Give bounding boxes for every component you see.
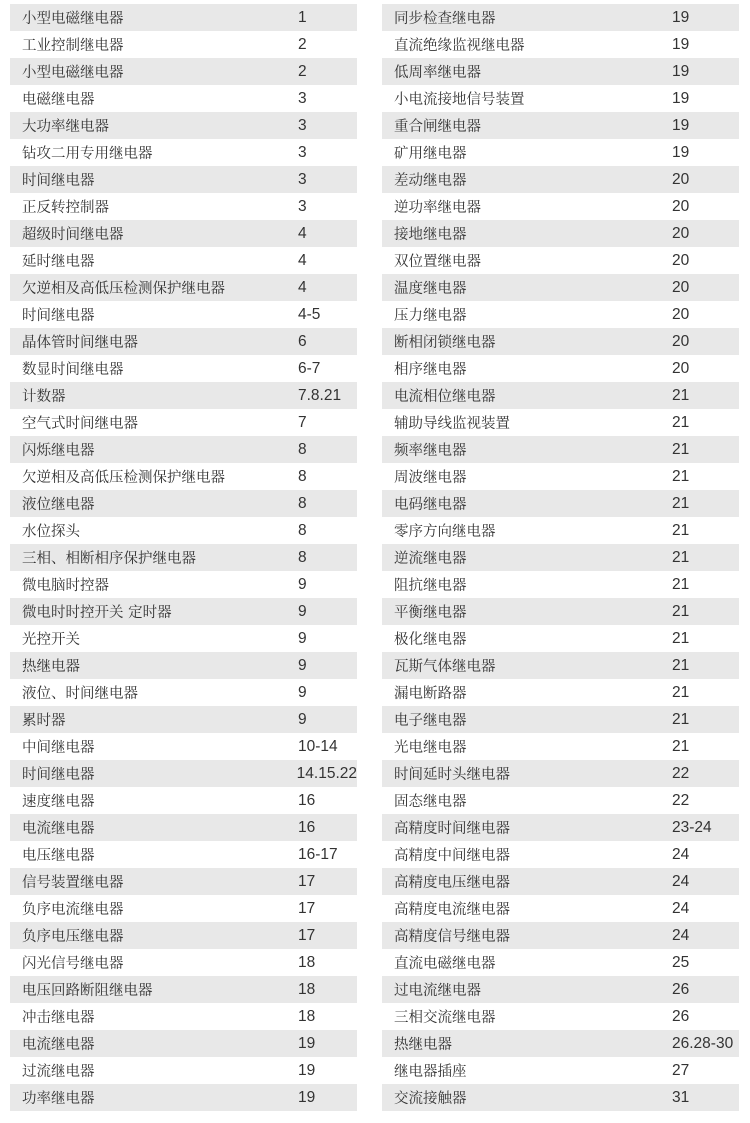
table-row	[382, 814, 739, 841]
page-number: 18	[298, 980, 316, 998]
table-row	[10, 112, 357, 139]
product-name: 电码继电器	[394, 497, 467, 513]
product-name: 工业控制继电器	[22, 38, 124, 54]
table-row	[10, 31, 357, 58]
page-number: 22	[672, 764, 690, 782]
table-row	[382, 139, 739, 166]
table-row	[382, 895, 739, 922]
product-name: 接地继电器	[394, 227, 467, 243]
table-row	[382, 490, 739, 517]
page-number: 3	[298, 170, 307, 188]
table-row	[382, 706, 739, 733]
table-row	[382, 1003, 739, 1030]
catalog-table-right	[382, 4, 739, 1111]
table-row	[382, 598, 739, 625]
product-name: 直流电磁继电器	[394, 956, 496, 972]
product-name: 功率继电器	[22, 1091, 95, 1107]
page-number: 19	[672, 143, 690, 161]
product-name: 水位探头	[22, 524, 80, 540]
product-name: 三相交流继电器	[394, 1010, 496, 1026]
table-row	[382, 328, 739, 355]
product-name: 高精度电压继电器	[394, 875, 510, 891]
page-number: 20	[672, 197, 690, 215]
product-name: 重合闸继电器	[394, 119, 481, 135]
table-row	[10, 1030, 357, 1057]
page-number: 21	[672, 494, 690, 512]
product-name: 电流继电器	[22, 1037, 95, 1053]
page-number: 26	[672, 980, 690, 998]
table-row	[382, 382, 739, 409]
table-row	[382, 949, 739, 976]
table-row	[382, 301, 739, 328]
page-number: 20	[672, 224, 690, 242]
product-name: 微电脑时控器	[22, 578, 109, 594]
table-row	[10, 841, 357, 868]
product-name: 瓦斯气体继电器	[394, 659, 496, 675]
page-number: 7	[298, 413, 307, 431]
table-row	[382, 760, 739, 787]
table-row	[382, 544, 739, 571]
table-row	[10, 58, 357, 85]
page-number: 21	[672, 710, 690, 728]
page-number: 21	[672, 440, 690, 458]
page-number: 19	[298, 1061, 316, 1079]
table-row	[10, 328, 357, 355]
table-row	[10, 814, 357, 841]
product-name: 热继电器	[394, 1037, 452, 1053]
table-row	[10, 463, 357, 490]
table-row	[10, 544, 357, 571]
page-number: 19	[672, 35, 690, 53]
product-name: 钻攻二用专用继电器	[22, 146, 153, 162]
table-row	[382, 4, 739, 31]
page-number: 9	[298, 575, 307, 593]
table-row	[382, 220, 739, 247]
page-number: 26.28-30	[672, 1034, 734, 1052]
page-number: 25	[672, 953, 690, 971]
product-name: 频率继电器	[394, 443, 467, 459]
product-name: 小型电磁继电器	[22, 11, 124, 27]
product-name: 高精度时间继电器	[394, 821, 510, 837]
page-number: 3	[298, 143, 307, 161]
page-number: 8	[298, 467, 307, 485]
product-name: 电压继电器	[22, 848, 95, 864]
table-row	[382, 517, 739, 544]
table-row	[10, 652, 357, 679]
table-row	[10, 490, 357, 517]
table-row	[382, 463, 739, 490]
product-name: 周波继电器	[394, 470, 467, 486]
page-number: 9	[298, 602, 307, 620]
product-name: 小电流接地信号装置	[394, 92, 525, 108]
product-name: 电子继电器	[394, 713, 467, 729]
page-number: 21	[672, 656, 690, 674]
page-number: 2	[298, 62, 307, 80]
product-name: 电流相位继电器	[394, 389, 496, 405]
table-row	[382, 193, 739, 220]
page-number: 3	[298, 89, 307, 107]
product-name: 极化继电器	[394, 632, 467, 648]
product-name: 温度继电器	[394, 281, 467, 297]
table-row	[10, 598, 357, 625]
product-name: 速度继电器	[22, 794, 95, 810]
table-row	[382, 1057, 739, 1084]
table-row	[10, 85, 357, 112]
table-row	[10, 868, 357, 895]
product-name: 交流接触器	[394, 1091, 467, 1107]
table-row	[382, 58, 739, 85]
page-number: 8	[298, 548, 307, 566]
table-row	[10, 517, 357, 544]
table-row	[10, 1084, 357, 1111]
page-number: 8	[298, 440, 307, 458]
table-row	[10, 220, 357, 247]
product-name: 大功率继电器	[22, 119, 109, 135]
catalog-table-left	[10, 4, 357, 1111]
product-name: 时间继电器	[22, 767, 95, 783]
page-number: 24	[672, 899, 690, 917]
page-number: 24	[672, 926, 690, 944]
page-number: 9	[298, 710, 307, 728]
table-row	[382, 166, 739, 193]
product-name: 平衡继电器	[394, 605, 467, 621]
product-name: 电磁继电器	[22, 92, 95, 108]
page-number: 9	[298, 683, 307, 701]
page-number: 8	[298, 521, 307, 539]
product-name: 过电流继电器	[394, 983, 481, 999]
page-number: 20	[672, 170, 690, 188]
table-row	[10, 409, 357, 436]
product-name: 正反转控制器	[22, 200, 109, 216]
page-number: 4	[298, 278, 307, 296]
product-name: 高精度信号继电器	[394, 929, 510, 945]
product-name: 空气式时间继电器	[22, 416, 138, 432]
page-number: 21	[672, 737, 690, 755]
table-row	[10, 976, 357, 1003]
table-row	[382, 625, 739, 652]
table-row	[10, 166, 357, 193]
page-number: 31	[672, 1088, 690, 1106]
product-name: 时间继电器	[22, 173, 95, 189]
product-name: 光电继电器	[394, 740, 467, 756]
product-name: 高精度电流继电器	[394, 902, 510, 918]
product-name: 漏电断路器	[394, 686, 467, 702]
page-number: 20	[672, 332, 690, 350]
page-number: 4	[298, 224, 307, 242]
page-number: 18	[298, 1007, 316, 1025]
table-row	[10, 247, 357, 274]
product-name: 延时继电器	[22, 254, 95, 270]
page-number: 17	[298, 899, 316, 917]
table-row	[382, 652, 739, 679]
table-row	[10, 436, 357, 463]
product-name: 逆流继电器	[394, 551, 467, 567]
page-number: 2	[298, 35, 307, 53]
page-number: 9	[298, 629, 307, 647]
product-name: 闪光信号继电器	[22, 956, 124, 972]
product-name: 电压回路断阻继电器	[22, 983, 153, 999]
product-name: 晶体管时间继电器	[22, 335, 138, 351]
product-name: 负序电压继电器	[22, 929, 124, 945]
table-row	[382, 409, 739, 436]
product-name: 同步检查继电器	[394, 11, 496, 27]
page-number: 7.8.21	[298, 386, 342, 404]
product-name: 差动继电器	[394, 173, 467, 189]
table-row	[10, 355, 357, 382]
page-number: 6-7	[298, 359, 321, 377]
page-number: 22	[672, 791, 690, 809]
page-number: 24	[672, 845, 690, 863]
table-row	[382, 787, 739, 814]
page-number: 3	[298, 116, 307, 134]
table-row	[10, 382, 357, 409]
table-row	[10, 922, 357, 949]
page-number: 21	[672, 575, 690, 593]
table-row	[382, 112, 739, 139]
product-name: 闪烁继电器	[22, 443, 95, 459]
page-number: 4	[298, 251, 307, 269]
page-number: 21	[672, 629, 690, 647]
product-name: 断相闭锁继电器	[394, 335, 496, 351]
product-name: 超级时间继电器	[22, 227, 124, 243]
table-row	[10, 1003, 357, 1030]
table-row	[10, 274, 357, 301]
page-number: 21	[672, 548, 690, 566]
table-row	[382, 1084, 739, 1111]
table-row	[10, 571, 357, 598]
product-name: 液位继电器	[22, 497, 95, 513]
page-number: 19	[672, 8, 690, 26]
page-number: 20	[672, 251, 690, 269]
page-number: 19	[298, 1034, 316, 1052]
table-row	[382, 976, 739, 1003]
page-number: 19	[672, 89, 690, 107]
page-number: 24	[672, 872, 690, 890]
table-row	[382, 274, 739, 301]
table-row	[382, 841, 739, 868]
product-name: 累时器	[22, 713, 66, 729]
product-name: 光控开关	[22, 632, 80, 648]
product-name: 直流绝缘监视继电器	[394, 38, 525, 54]
product-name: 冲击继电器	[22, 1010, 95, 1026]
page-number: 10-14	[298, 737, 338, 755]
product-name: 欠逆相及高低压检测保护继电器	[22, 281, 225, 297]
product-name: 零序方向继电器	[394, 524, 496, 540]
page-number: 21	[672, 683, 690, 701]
page-number: 19	[672, 62, 690, 80]
page-number: 3	[298, 197, 307, 215]
product-name: 数显时间继电器	[22, 362, 124, 378]
product-name: 继电器插座	[394, 1064, 467, 1080]
table-row	[382, 436, 739, 463]
table-row	[10, 760, 357, 787]
product-name: 相序继电器	[394, 362, 467, 378]
table-row	[382, 247, 739, 274]
table-row	[382, 571, 739, 598]
product-name: 辅助导线监视装置	[394, 416, 510, 432]
page-number: 21	[672, 602, 690, 620]
table-row	[10, 706, 357, 733]
page-number: 20	[672, 278, 690, 296]
product-name: 液位、时间继电器	[22, 686, 138, 702]
table-row	[382, 922, 739, 949]
page-number: 19	[298, 1088, 316, 1106]
table-row	[382, 733, 739, 760]
page-number: 21	[672, 521, 690, 539]
page-number: 6	[298, 332, 307, 350]
product-name: 电流继电器	[22, 821, 95, 837]
product-name: 信号装置继电器	[22, 875, 124, 891]
page-number: 14.15.22	[296, 764, 357, 782]
product-name: 固态继电器	[394, 794, 467, 810]
page-number: 16	[298, 818, 316, 836]
page-number: 26	[672, 1007, 690, 1025]
product-name: 欠逆相及高低压检测保护继电器	[22, 470, 225, 486]
table-row	[382, 679, 739, 706]
product-name: 小型电磁继电器	[22, 65, 124, 81]
table-row	[382, 31, 739, 58]
product-name: 逆功率继电器	[394, 200, 481, 216]
product-name: 热继电器	[22, 659, 80, 675]
product-name: 矿用继电器	[394, 146, 467, 162]
page-number: 27	[672, 1061, 690, 1079]
table-row	[382, 1030, 739, 1057]
product-name: 负序电流继电器	[22, 902, 124, 918]
page-number: 20	[672, 359, 690, 377]
product-name: 时间继电器	[22, 308, 95, 324]
table-row	[10, 949, 357, 976]
table-row	[10, 1057, 357, 1084]
table-row	[382, 85, 739, 112]
page-number: 20	[672, 305, 690, 323]
product-name: 中间继电器	[22, 740, 95, 756]
product-name: 计数器	[22, 389, 66, 405]
table-row	[10, 625, 357, 652]
page-number: 18	[298, 953, 316, 971]
product-name: 低周率继电器	[394, 65, 481, 81]
product-name: 双位置继电器	[394, 254, 481, 270]
product-name: 时间延时头继电器	[394, 767, 510, 783]
table-row	[10, 679, 357, 706]
page-number: 23-24	[672, 818, 712, 836]
product-name: 三相、相断相序保护继电器	[22, 551, 196, 567]
table-row	[10, 787, 357, 814]
page-number: 8	[298, 494, 307, 512]
table-row	[10, 193, 357, 220]
product-name: 高精度中间继电器	[394, 848, 510, 864]
page-number: 1	[298, 8, 307, 26]
page-number: 16	[298, 791, 316, 809]
page-number: 9	[298, 656, 307, 674]
product-name: 过流继电器	[22, 1064, 95, 1080]
page-number: 16-17	[298, 845, 338, 863]
page-number: 19	[672, 116, 690, 134]
table-row	[10, 4, 357, 31]
page-number: 17	[298, 926, 316, 944]
page-number: 17	[298, 872, 316, 890]
table-row	[10, 733, 357, 760]
table-row	[10, 895, 357, 922]
table-row	[382, 355, 739, 382]
table-row	[382, 868, 739, 895]
page-number: 21	[672, 386, 690, 404]
page-number: 21	[672, 413, 690, 431]
table-row	[10, 139, 357, 166]
product-name: 微电时时控开关 定时器	[22, 605, 172, 621]
product-name: 压力继电器	[394, 308, 467, 324]
table-row	[10, 301, 357, 328]
page-number: 4-5	[298, 305, 321, 323]
product-name: 阻抗继电器	[394, 578, 467, 594]
page-number: 21	[672, 467, 690, 485]
